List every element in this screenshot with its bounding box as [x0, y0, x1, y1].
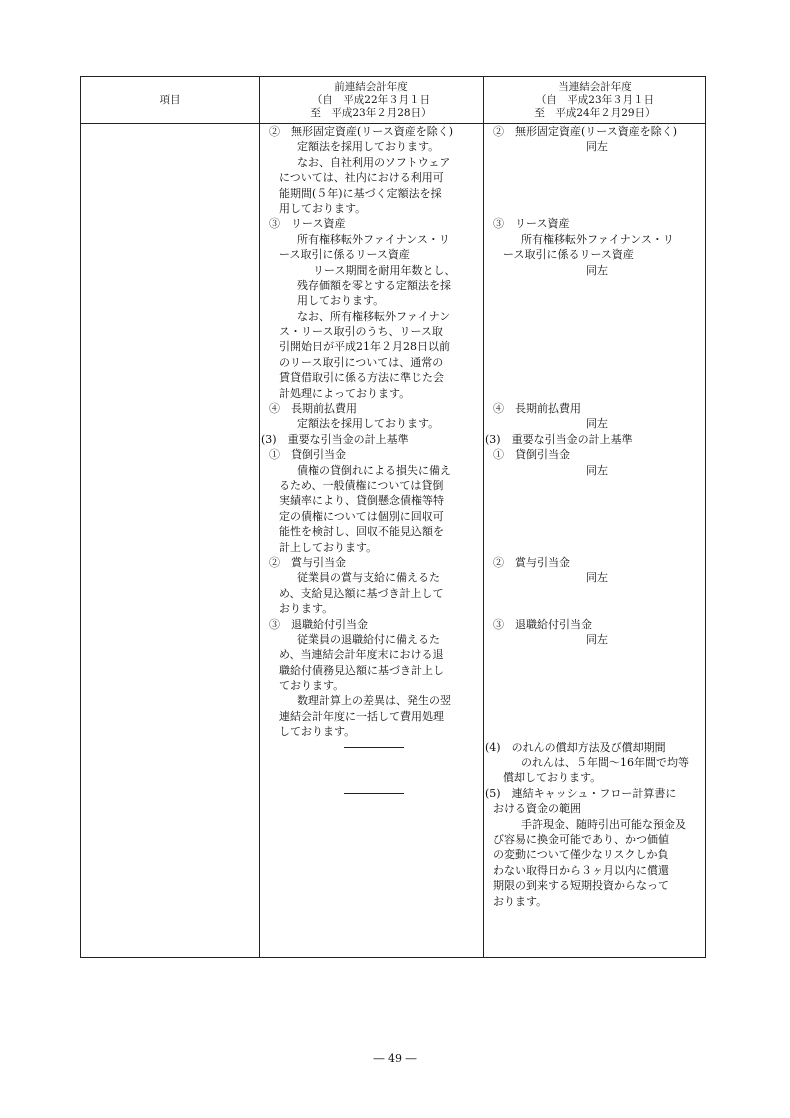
text-line: (4) のれんの償却方法及び償却期間 [485, 740, 666, 754]
text-line: ております。 [279, 679, 345, 693]
text-line: 引開始日が平成21年２月28日以前 [279, 340, 450, 354]
text-line: ③ 退職給付引当金 [269, 617, 368, 631]
text-line: ④ 長期前払費用 [493, 402, 581, 416]
page-number: ― 49 ― [373, 1052, 417, 1065]
text-line: 手許現金、随時引出可能な預金及 [521, 817, 686, 831]
spacer [269, 755, 479, 770]
text-line: 償却しております。 [503, 771, 602, 785]
not-applicable-dash [269, 740, 479, 755]
text-line: ④ 長期前払費用 [269, 402, 357, 416]
spacer [493, 509, 701, 524]
header-curr-to: 至 平成24年２月29日） [534, 106, 656, 119]
text-line: については、社内における利用可 [279, 171, 444, 185]
text-line: (5) 連結キャッシュ・フロー計算書に [485, 786, 677, 800]
text-line: ② 賞与引当金 [269, 555, 346, 569]
accounting-policy-table [80, 76, 706, 958]
same-as-left: 同左 [586, 140, 608, 154]
text-line: 賃貸借取引に係る方法に準じた会 [279, 371, 444, 385]
header-item [81, 77, 259, 123]
text-line: のれんは、５年間～16年間で均等 [521, 756, 689, 770]
header-prev-fiscal-year [259, 77, 483, 123]
header-prev-from: （自 平成22年３月１日 [311, 93, 431, 106]
text-line: 債権の貸倒れによる損失に備え [297, 463, 451, 477]
spacer [493, 493, 701, 508]
text-line: 計処理によっております。 [279, 386, 411, 400]
text-line: ② 賞与引当金 [493, 555, 570, 569]
text-line: め、支給見込額に基づき計上して [279, 586, 444, 600]
text-line: おります。 [279, 602, 334, 616]
spacer [493, 278, 701, 293]
text-line: ② 無形固定資産(リース資産を除く) [269, 125, 454, 138]
text-line: ③ リース資産 [493, 217, 570, 231]
spacer [493, 663, 701, 678]
text-line: リース期間を耐用年数とし、 [313, 263, 456, 277]
spacer [493, 709, 701, 724]
text-line: のリース取引については、通常の [279, 355, 444, 369]
text-line: の変動について僅少なリスクしか負 [493, 848, 669, 862]
not-applicable-dash [269, 786, 479, 801]
same-as-left: 同左 [586, 417, 608, 431]
text-line: なお、所有権移転外ファイナン [297, 309, 451, 323]
spacer [493, 678, 701, 693]
spacer [493, 324, 701, 339]
text-line: び容易に換金可能であり、かつ価値 [493, 832, 669, 846]
spacer [493, 293, 701, 308]
text-line: 定の債権については個別に回収可 [279, 509, 444, 523]
spacer [493, 339, 701, 354]
spacer [493, 647, 701, 662]
header-prev-to: 至 平成23年２月28日） [310, 106, 432, 119]
spacer [493, 170, 701, 185]
spacer [493, 355, 701, 370]
column-divider [483, 77, 484, 957]
spacer [493, 309, 701, 324]
spacer [269, 770, 479, 785]
text-line: 従業員の賞与支給に備えるた [297, 571, 440, 585]
header-curr-from: （自 平成23年３月１日 [535, 93, 655, 106]
spacer [493, 524, 701, 539]
header-item-label: 項目 [159, 93, 181, 106]
spacer [493, 386, 701, 401]
text-line: 定額法を採用しております。 [297, 140, 440, 154]
header-current-fiscal-year [483, 77, 707, 123]
text-line: おります。 [493, 894, 548, 908]
text-line: なお、自社利用のソフトウェア [297, 155, 451, 169]
header-curr-title: 当連結会計年度 [558, 80, 632, 93]
text-line: 期限の到来する短期投資からなって [493, 879, 669, 893]
same-as-left: 同左 [586, 463, 608, 477]
text-line: しております。 [279, 725, 356, 739]
text-line: わない取得日から３ヶ月以内に償還 [493, 863, 669, 877]
spacer [493, 693, 701, 708]
same-as-left: 同左 [586, 632, 608, 646]
spacer [493, 370, 701, 385]
text-line: ③ 退職給付引当金 [493, 617, 592, 631]
spacer [493, 601, 701, 616]
text-line: おける資金の範囲 [493, 802, 581, 816]
text-line: 用しております。 [279, 201, 367, 215]
text-line: ① 貸倒引当金 [493, 448, 570, 462]
column-divider [259, 77, 260, 957]
text-line: (3) 重要な引当金の計上基準 [261, 432, 409, 446]
spacer [493, 478, 701, 493]
text-line: 所有権移転外ファイナンス・リ [521, 232, 674, 246]
text-line: ース取引に係るリース資産 [503, 248, 634, 262]
text-line: 職給付債務見込額に基づき計上し [279, 663, 444, 677]
text-line: (3) 重要な引当金の計上基準 [485, 432, 633, 446]
same-as-left: 同左 [586, 571, 608, 585]
text-line: ース取引に係るリース資産 [279, 248, 410, 262]
text-line: 連結会計年度に一括して費用処理 [279, 709, 444, 723]
text-line: ① 貸倒引当金 [269, 448, 346, 462]
text-line: 残存価額を零とする定額法を採 [297, 278, 451, 292]
text-line: 従業員の退職給付に備えるた [297, 632, 440, 646]
spacer [493, 724, 701, 739]
text-line: 能性を検討し、回収不能見込額を [279, 525, 444, 539]
text-line: め、当連結会計年度末における退 [279, 648, 444, 662]
text-line: ③ リース資産 [269, 217, 346, 231]
spacer [493, 186, 701, 201]
spacer [493, 201, 701, 216]
text-line: 計上しております。 [279, 540, 378, 554]
spacer [493, 155, 701, 170]
text-line: 用しております。 [297, 294, 385, 308]
spacer [493, 586, 701, 601]
text-line: 定額法を採用しております。 [297, 417, 440, 431]
text-line: 数理計算上の差異は、発生の翌 [297, 694, 451, 708]
header-prev-title: 前連結会計年度 [334, 80, 408, 93]
same-as-left: 同左 [586, 263, 608, 277]
text-line: 能期間(５年)に基づく定額法を採 [279, 186, 442, 200]
text-line: 実績率により、貸倒懸念債権等特 [279, 494, 444, 508]
spacer [493, 540, 701, 555]
text-line: ス・リース取引のうち、リース取 [279, 325, 443, 339]
current-year-column [485, 124, 701, 909]
text-line: るため、一般債権については貸倒 [279, 478, 444, 492]
text-line: ② 無形固定資産(リース資産を除く) [493, 125, 678, 138]
prev-year-column [261, 124, 479, 801]
text-line: 所有権移転外ファイナンス・リ [297, 232, 450, 246]
